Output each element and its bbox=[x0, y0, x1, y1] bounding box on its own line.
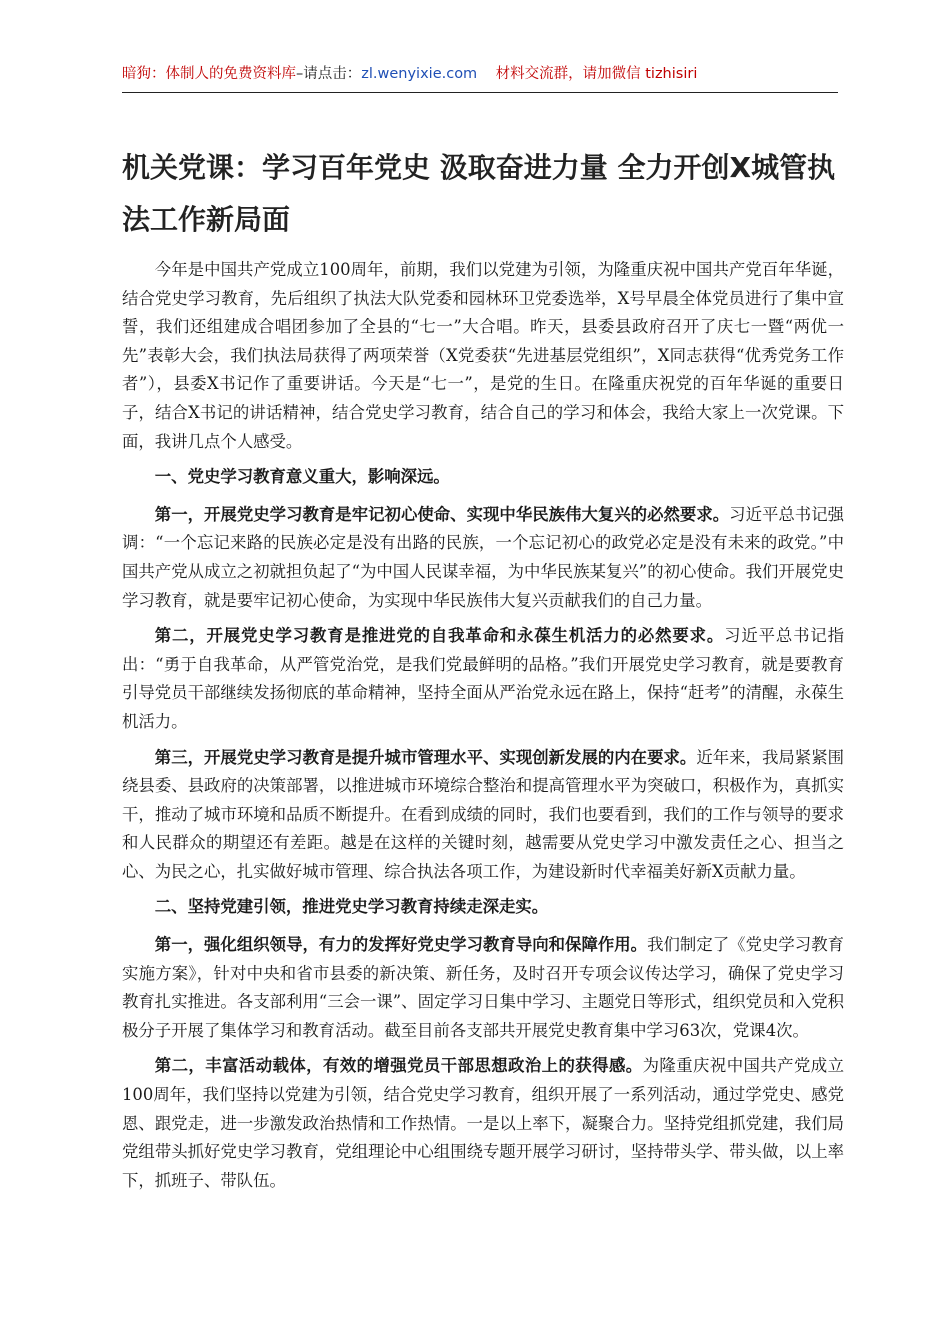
document-body bbox=[122, 256, 844, 1202]
paragraph-text: 近年来，我局紧紧围绕县委、县政府的决策部署，以推进城市环境综合整治和提高管理水平为突破口，积极作为，真抓实干，推动了城市环境和品质不断提升。在看到成绩的同时，我们也要看到，我们的工作与领导的要求和人民群众的期望还有差距。越是在这样的关键时刻，越需要从党史学习中激发责任之心、担当之心、为民之心，扎实做好城市管理、综合执法各项工作，为建设新时代幸福美好新X贡献力量。 bbox=[122, 747, 844, 881]
paragraph-lead: 第一，强化组织领导，有力的发挥好党史学习教育导向和保障作用。 bbox=[154, 935, 648, 955]
section-heading-2: 二、坚持党建引领，推进党史学习教育持续走深走实。 bbox=[154, 897, 549, 917]
document-title: 机关党课：学习百年党史 汲取奋进力量 全力开创X城管执法工作新局面 bbox=[122, 151, 836, 236]
paragraph-text: 习近平总书记强调：“一个忘记来路的民族必定是没有出路的民族，一个忘记初心的政党必定是没有未来的政党。”中国共产党从成立之初就担负起了“为中国人民谋幸福，为中华民族某复兴”的初心使命。我们开展党史学习教育，就是要牢记初心使命，为实现中华民族伟大复兴贡献我们的自己力量。 bbox=[122, 504, 845, 610]
paragraph-text: 为隆重庆祝中国共产党成立100周年，我们坚持以党建为引领，结合党史学习教育，组织开展了一系列活动，通过学党史、感党恩、跟党走，进一步激发政治热情和工作热情。一是以上率下，凝聚合力。坚持党组抓党建，我们局党组带头抓好党史学习教育，党组理论中心组围绕专题开展学习研讨，坚持带头学、带头做，以上率下，抓班子、带队伍。 bbox=[122, 1056, 845, 1190]
paragraph bbox=[122, 1052, 844, 1195]
header-contact: 材料交流群，请加微信 tizhisiri bbox=[495, 66, 698, 82]
paragraph-text: 我们制定了《党史学习教育实施方案》，针对中央和省市县委的新决策、新任务，及时召开专项会议传达学习，确保了党史学习教育扎实推进。各支部利用“三会一课”、固定学习日集中学习、主题党日等形式，组织党员和入党积极分子开展了集体学习和教育活动。截至目前各支部共开展党史教育集中学习63次，党课4次。 bbox=[122, 935, 845, 1040]
paragraph-lead: 第二，丰富活动载体，有效的增强党员干部思想政治上的获得感。 bbox=[154, 1056, 643, 1076]
page-header bbox=[122, 62, 838, 93]
paragraph bbox=[122, 931, 844, 1045]
paragraph bbox=[122, 622, 844, 736]
paragraph-lead: 第二，开展党史学习教育是推进党的自我革命和永葆生机活力的必然要求。 bbox=[154, 626, 725, 646]
paragraph bbox=[122, 744, 844, 887]
paragraph-lead: 第一，开展党史学习教育是牢记初心使命、实现中华民族伟大复兴的必然要求。 bbox=[154, 504, 730, 524]
intro-paragraph: 今年是中国共产党成立100周年，前期，我们以党建为引领，为隆重庆祝中国共产党百年华诞，结合党史学习教育，先后组织了执法大队党委和园林环卫党委选举，X号早晨全体党员进行了集中宣誓，我们还组建成合唱团参加了全县的“七一”大合唱。昨天，县委县政府召开了庆七一暨“两优一先”表彰大会，我们执法局获得了两项荣誉（X党委获“先进基层党组织”，X同志获得“优秀党务工作者”），县委X书记作了重要讲话。今天是“七一”，是党的生日。在隆重庆祝党的百年华诞的重要日子，结合X书记的讲话精神，结合党史学习教育，结合自己的学习和体会，我给大家上一次党课。下面，我讲几点个人感受。 bbox=[122, 260, 844, 451]
header-prompt: –请点击： bbox=[296, 66, 362, 82]
header-brand: 暗狗：体制人的免费资料库 bbox=[122, 66, 296, 82]
paragraph-text: 习近平总书记指出：“勇于自我革命，从严管党治党，是我们党最鲜明的品格。”我们开展党史学习教育，就是要教育引导党员干部继续发扬彻底的革命精神，坚持全面从严治党永远在路上，保持“赶考”的清醒，永葆生机活力。 bbox=[122, 626, 845, 731]
section-heading-1: 一、党史学习教育意义重大，影响深远。 bbox=[154, 467, 450, 487]
paragraph-lead: 第三，开展党史学习教育是提升城市管理水平、实现创新发展的内在要求。 bbox=[154, 747, 697, 767]
header-link[interactable]: zl.wenyixie.com bbox=[361, 66, 478, 82]
paragraph bbox=[122, 501, 844, 615]
